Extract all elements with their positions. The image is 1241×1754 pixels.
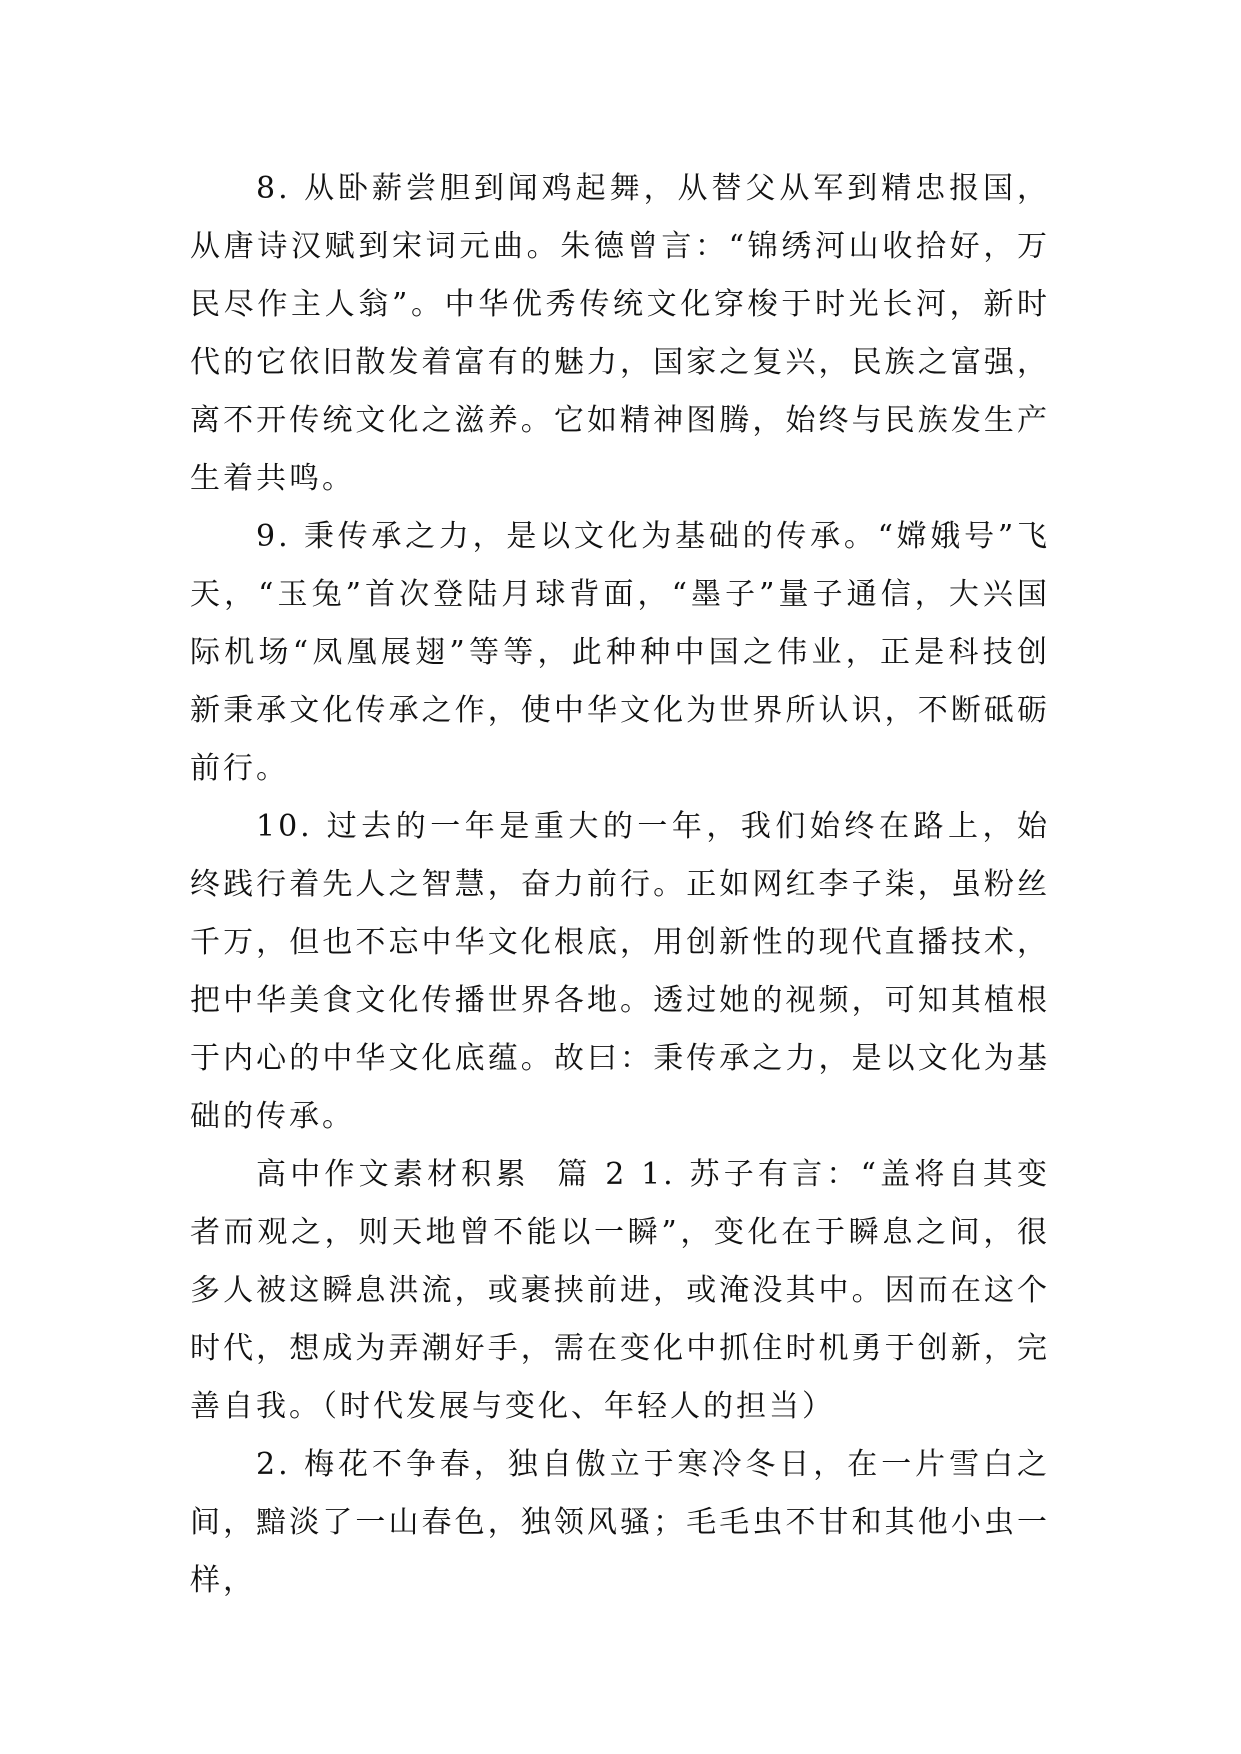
section-paragraph	[190, 1146, 1050, 1436]
paragraph-10: 10. 过去的一年是重大的一年，我们始终在路上，始终践行着先人之智慧，奋力前行。正如网红李子柒，虽粉丝千万，但也不忘中华文化根底，用创新性的现代直播技术，把中华美食文化传播世界各地。透过她的视频，可知其植根于内心的中华文化底蕴。故曰：秉传承之力，是以文化为基础的传承。	[190, 809, 1050, 1134]
paragraph-2: 2. 梅花不争春，独自傲立于寒冷冬日，在一片雪白之间，黯淡了一山春色，独领风骚；毛毛虫不甘和其他小虫一样，	[190, 1447, 1050, 1598]
document-body	[190, 160, 1050, 1610]
paragraph-8: 8. 从卧薪尝胆到闻鸡起舞，从替父从军到精忠报国，从唐诗汉赋到宋词元曲。朱德曾言：“锦绣河山收拾好，万民尽作主人翁”。中华优秀传统文化穿梭于时光长河，新时代的它依旧散发着富有的魅力，国家之复兴，民族之富强，离不开传统文化之滋养。它如精神图腾，始终与民族发生产生着共鸣。	[190, 171, 1050, 496]
section-spacer	[627, 1157, 641, 1192]
paragraph-9: 9. 秉传承之力，是以文化为基础的传承。“嫦娥号”飞天，“玉兔”首次登陆月球背面，“墨子”量子通信，大兴国际机场“凤凰展翅”等等，此种种中国之伟业，正是科技创新秉承文化传承之作，使中华文化为世界所认识，不断砥砺前行。	[190, 519, 1050, 786]
section-first-item: 1. 苏子有言：“盖将自其变者而观之，则天地曾不能以一瞬”，变化在于瞬息之间，很多人被这瞬息洪流，或裹挟前进，或淹没其中。因而在这个时代，想成为弄潮好手，需在变化中抓住时机勇于创新，完善自我。（时代发展与变化、年轻人的担当）	[190, 1157, 1050, 1424]
section-heading: 高中作文素材积累 篇 2	[256, 1157, 628, 1192]
